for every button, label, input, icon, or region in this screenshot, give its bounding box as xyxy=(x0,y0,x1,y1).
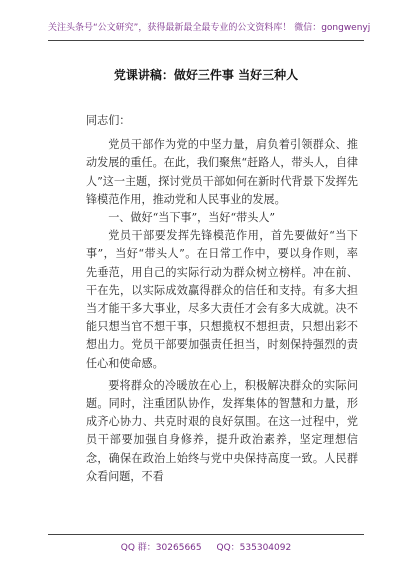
document-title: 党课讲稿：做好三件事 当好三种人 xyxy=(113,68,299,82)
header-divider xyxy=(48,40,364,41)
footer-divider xyxy=(48,534,364,535)
body-paragraph: 要将群众的冷暖放在心上，积极解决群众的实际问题。同时，注重团队协作，发挥集体的智慧和力量，形成齐心协力、共克时艰的良好氛围。在这一过程中，党员干部要加强自身修养，提升政治素养，坚定理想信念，确保在政治上始终与党中央保持高度一致。人民群众看问题，不看 xyxy=(86,378,358,483)
salutation: 同志们： xyxy=(86,114,131,127)
document-body xyxy=(86,112,358,486)
body-paragraph: 党员干部作为党的中坚力量，肩负着引领群众、推动发展的重任。在此，我们聚焦“赶路人，带头人，自律人”这一主题，探讨党员干部如何在新时代背景下发挥先锋模范作用，推动党和人民事业的发展。 xyxy=(86,138,358,206)
qq-group-1: QQ 群：30265665 xyxy=(120,543,202,553)
body-paragraph: 党员干部要发挥先锋模范作用，首先要做好“当下事”，当好“带头人”。在日常工作中，要以身作则，率先垂范，用自己的实际行动为群众树立榜样。冲在前、干在先，以实际成效赢得群众的信任和支持。有多大担当才能干多大事业，尽多大责任才会有多大成就。决不能只想当官不想干事，只想揽权不想担责，只想出彩不想出力。党员干部要加强责任担当，时刻保持强烈的责任心和使命感。 xyxy=(86,229,358,370)
section-heading: 一、做好“当下事”，当好“带头人” xyxy=(108,211,276,225)
contact-footer xyxy=(48,540,364,553)
qq-group-2: QQ：535304092 xyxy=(216,543,292,553)
promo-header: 关注头条号“公文研究”，获得最新最全最专业的公文资料库！ 微信：gongwenyj xyxy=(48,23,371,33)
